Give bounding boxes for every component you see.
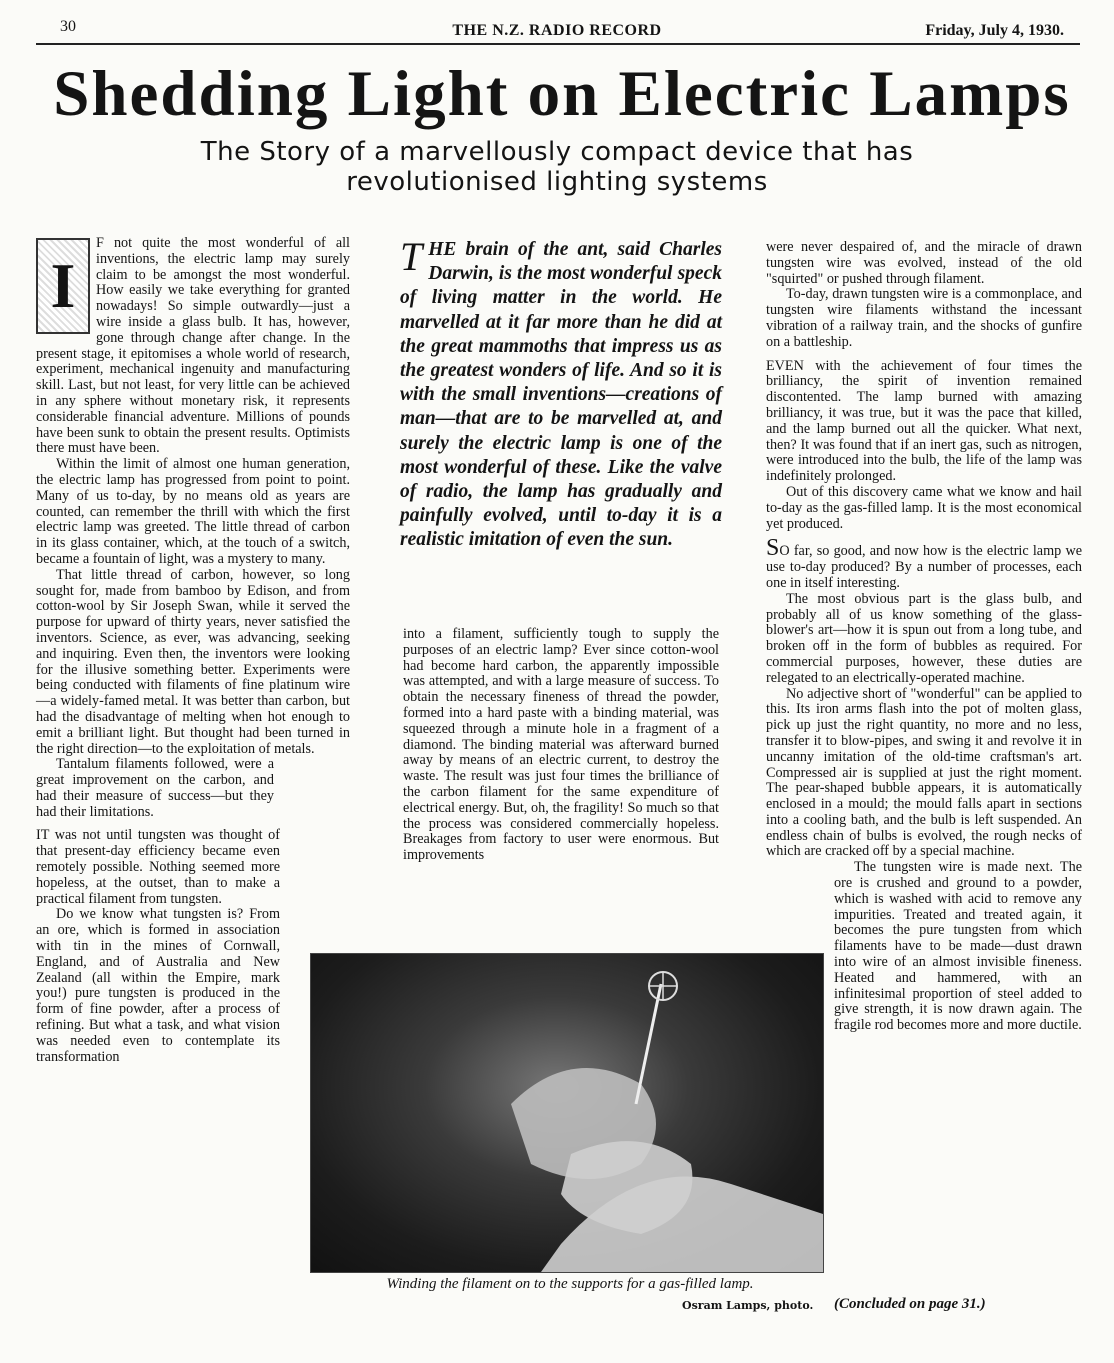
col3-initial-S: S	[766, 535, 780, 562]
col3-paragraph-6: The most obvious part is the glass bulb, and probably all of us know something of the glass-blower's art—how it is spun out from a long tube, and broken off in the form of bubbles as required. For commercial purposes, however, these duties are relegated to an electrically-operated machine.	[766, 590, 1082, 686]
col3-paragraph-8: The tungsten wire is made next. The ore is crushed and ground to a powder, which is washed with acid to remove any impurities. Treated and treated again, it becomes the pure tungsten from which filaments have to be made—dust drawn into wire of an almost invisible fineness. Heated and hammered, with an infinitesimal proportion of steel added to give strength, it is now drawn again. The fragile rod becomes more and more ductile.	[834, 859, 1082, 1034]
col1-paragraph-2: Within the limit of almost one human generation, the electric lamp has progressed from point to point. Many of us to-day, by no means old as years are counted, can remember the thrill with which the first electric lamp was greeted. The little thread of carbon in its glass container, which, at the touch of a switch, became a fountain of light, was a mystery to many.	[36, 456, 350, 567]
col3-p5-text: O far, so good, and now how is the electric lamp we use to-day produced? By a number of processes, each one in itself interesting.	[766, 543, 1082, 591]
header-rule	[36, 43, 1080, 45]
lamp-winding-photo	[310, 953, 824, 1273]
col1-paragraph-3: That little thread of carbon, however, so long sought for, made from bamboo by Edison, and from cotton-wool by Sir Joseph Swan, while it served the purpose for upward of thirty years, never satisfied the inventors. Science, as ever, was advancing, seeking and inquiring. Even then, the inventors were looking for the illusive something better. Experiments were being conducted with filaments of fine platinum wire—a widely-famed metal. It was better than carbon, but had the disadvantage of melting when hot enough to emit a brilliant light. But thought had been turned in the right direction—to the exploitation of metals.	[36, 566, 350, 757]
page-number: 30	[60, 18, 76, 35]
column-2	[403, 627, 719, 864]
article-title: Shedding Light on Electric Lamps	[53, 58, 1071, 130]
page-header	[40, 14, 1074, 42]
col1-paragraph-5: IT was not until tungsten was thought of that present-day efficiency became even remotely possible. Nothing seemed more hopeless, at the outset, than to make a practical filament from tungsten.	[36, 827, 280, 907]
pull-quote-initial: T	[400, 234, 423, 279]
col3-paragraph-4: Out of this discovery came what we know and hail to-day as the gas-filled lamp. It is the most economical yet produced.	[766, 483, 1082, 532]
article-subtitle: The Story of a marvellously compact device that has revolutionised lighting systems	[200, 137, 914, 197]
col3-paragraph-1: were never despaired of, and the miracle of drawn tungsten wire was evolved, instead of the old "squirted" or pushed through filament.	[766, 239, 1082, 287]
pull-quote	[400, 234, 722, 553]
issue-date: Friday, July 4, 1930.	[925, 22, 1064, 39]
column-3	[766, 240, 1082, 1034]
continuation-note: (Concluded on page 31.)	[834, 1296, 986, 1312]
col2-paragraph-1: into a filament, sufficiently tough to supply the purposes of an electric lamp? Ever since cotton-wool had become hard carbon, the apparently impossible was attempted, and with a large measure of success. To obtain the necessary fineness of thread the powder, formed into a hard paste with a binding material, was squeezed through a minute hole in a fragment of a diamond. The binding material was afterward burned away by means of an electric current, to destroy the waste. The result was just four times the brilliance of the carbon filament for the same expenditure of electrical energy. But, oh, the fragility! So much so that the process was considered commercially hopeless. Breakages from factory to user were enormous. But improvements	[403, 626, 719, 864]
ornamental-initial-I: I	[36, 238, 90, 334]
col1-paragraph-4: Tantalum filaments followed, were a great improvement on the carbon, and had their measure of success—but they had their limitations.	[36, 756, 274, 820]
hands-filament-illustration	[311, 954, 823, 1272]
col3-paragraph-5	[766, 535, 1082, 591]
col1-p1-text: F not quite the most wonderful of all inventions, the electric lamp may surely claim to be amongst the most wonderful. How easily we take everything for granted nowadays! So simple outwardly—just a wire inside a glass bulb. It has, however, gone through change after change. In the present stage, it epitomises a whole world of research, experiment, mechanical ingenuity and manufacturing skill. Last, but not least, for very little can be achieved in any sphere without monetary risk, it represents considerable financial adventure. Millions of pounds have been sunk to obtain the present results. Optimists there must have been.	[36, 235, 350, 457]
column-1	[36, 236, 350, 1065]
publication-name: THE N.Z. RADIO RECORD	[452, 22, 662, 39]
photo-credit: Osram Lamps, photo.	[682, 1299, 814, 1312]
pull-quote-text: HE brain of the ant, said Charles Darwin, is the most wonderful speck of living matter in the world. He marvelled at it far more than he did at the great mammoths that impress us as the greatest wonders of life. And so it is with the small inventions—creations of man—that are to be marvelled at, and surely the electric lamp is one of the most wonderful of these. Like the valve of radio, the lamp has gradually and painfully evolved, until to-day it is a realistic imitation of even the sun.	[400, 239, 722, 551]
col3-paragraph-7: No adjective short of "wonderful" can be applied to this. Its iron arms flash into the pot of molten glass, pick up just the right quantity, no more and no less, transfer it to blow-pipes, and swing it and revolve it in uncanny imitation of the old-time craftsman's art. Compressed air is supplied at just the right moment. The pear-shaped bubble appears, it is automatically enclosed in a mould; the mould falls apart in sections into a cooling bath, and the bulb is left suspended. An endless chain of bulbs is evolved, the rough necks of which are cracked off by a special machine.	[766, 685, 1082, 860]
photo-caption: Winding the filament on to the supports for a gas-filled lamp.	[386, 1276, 754, 1292]
col3-paragraph-3: EVEN with the achievement of four times the brilliancy, the spirit of invention remained discontented. The lamp burned with amazing brilliancy, it was true, but it was the pace that killed, and the lamp burned out all the quicker. What next, then? It was found that if an inert gas, such as nitrogen, were introduced into the bulb, the life of the lamp was indefinitely prolonged.	[766, 357, 1082, 485]
col3-paragraph-2: To-day, drawn tungsten wire is a commonplace, and tungsten wire filaments withstand the incessant vibration of a railway train, and the shocks of gunfire on a battleship.	[766, 286, 1082, 350]
col1-paragraph-6: Do we know what tungsten is? From an ore, which is formed in association with tin in the mines of Cornwall, England, and of Australia and New Zealand (all within the Empire, mark you!) pure tungsten is produced in the form of fine powder, after a process of refining. But what a task, and what vision was needed even to contemplate its transformation	[36, 906, 280, 1065]
col1-paragraph-1	[36, 236, 350, 457]
